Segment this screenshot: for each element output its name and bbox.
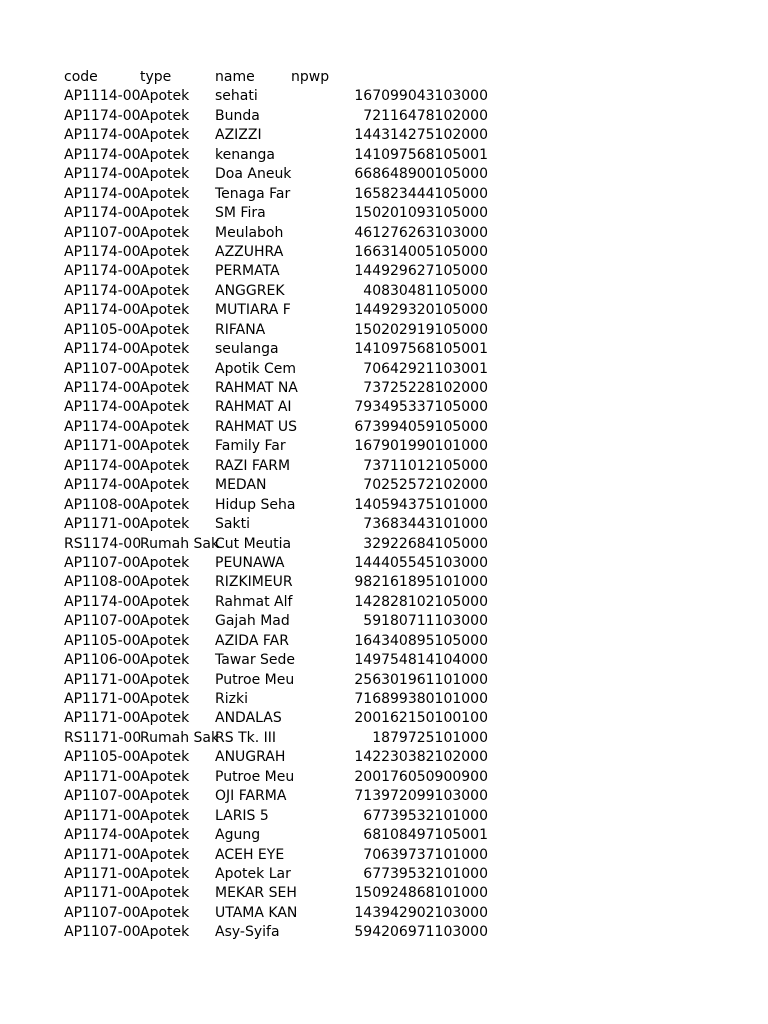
cell-code[interactable]: AP1108-00 — [64, 496, 141, 513]
cell-code[interactable]: AP1174-00 — [64, 166, 141, 183]
cell-name[interactable]: RAHMAT US — [215, 418, 297, 435]
cell-npwp[interactable]: 144314275102000 — [354, 127, 488, 144]
cell-code[interactable]: AP1174-00 — [64, 243, 141, 260]
header-name[interactable]: name — [215, 69, 255, 85]
cell-type[interactable]: Apotek — [140, 457, 190, 474]
cell-name[interactable]: PERMATA — [215, 263, 280, 280]
cell-name[interactable]: AZIDA FAR — [215, 632, 289, 649]
cell-code[interactable]: AP1174-00 — [64, 827, 141, 844]
cell-code[interactable]: AP1174-00 — [64, 127, 141, 144]
table-row — [64, 418, 504, 437]
cell-name[interactable]: Family Far — [215, 438, 286, 455]
cell-code[interactable]: AP1106-00 — [64, 652, 141, 669]
cell-npwp[interactable]: 793495337105000 — [354, 399, 488, 416]
cell-code[interactable]: AP1174-00 — [64, 146, 141, 163]
table-row — [64, 632, 504, 651]
cell-name[interactable]: Putroe Meu — [215, 671, 295, 688]
table-row — [64, 709, 504, 728]
cell-type[interactable]: Apotek — [140, 613, 190, 630]
cell-name[interactable]: ANDALAS — [215, 710, 282, 727]
cell-npwp[interactable]: 72116478102000 — [363, 107, 488, 124]
cell-name[interactable]: Tenaga Far — [215, 185, 291, 202]
cell-name[interactable]: Apotik Cem — [215, 360, 296, 377]
cell-npwp[interactable]: 594206971103000 — [354, 924, 488, 941]
table-row — [64, 865, 504, 884]
cell-code[interactable]: AP1174-00 — [64, 185, 141, 202]
cell-code[interactable]: AP1107-00 — [64, 360, 141, 377]
table-row — [64, 476, 504, 495]
cell-npwp[interactable]: 150202919105000 — [354, 321, 488, 338]
cell-npwp[interactable]: 673994059105000 — [354, 418, 488, 435]
cell-npwp[interactable]: 70639737101000 — [363, 846, 488, 863]
cell-code[interactable]: RS1174-00 — [64, 535, 142, 552]
cell-name[interactable]: ANGGREK — [215, 282, 285, 299]
cell-type[interactable]: Apotek — [140, 865, 190, 882]
table-row — [64, 846, 504, 865]
header-row — [64, 68, 504, 87]
table-row — [64, 748, 504, 767]
cell-npwp[interactable]: 70642921103001 — [363, 360, 488, 377]
table-row — [64, 165, 504, 184]
cell-type[interactable]: Apotek — [140, 593, 190, 610]
cell-type[interactable]: Apotek — [140, 807, 190, 824]
table-row — [64, 535, 504, 554]
cell-type[interactable]: Apotek — [140, 107, 190, 124]
cell-npwp[interactable]: 166314005105000 — [354, 243, 488, 260]
cell-npwp[interactable]: 982161895101000 — [354, 574, 488, 591]
cell-npwp[interactable]: 1879725101000 — [372, 729, 488, 746]
cell-code[interactable]: AP1174-00 — [64, 477, 141, 494]
table-row — [64, 282, 504, 301]
cell-code[interactable]: AP1174-00 — [64, 263, 141, 280]
cell-type[interactable]: Apotek — [140, 749, 190, 766]
cell-code[interactable]: AP1171-00 — [64, 865, 141, 882]
cell-npwp[interactable]: 167099043103000 — [354, 88, 488, 105]
table-row — [64, 457, 504, 476]
cell-name[interactable]: RAZI FARM — [215, 457, 291, 474]
cell-name[interactable]: OJI FARMA — [215, 788, 287, 805]
cell-code[interactable]: AP1171-00 — [64, 516, 141, 533]
cell-type[interactable]: Apotek — [140, 710, 190, 727]
cell-name[interactable]: ACEH EYE — [215, 846, 285, 863]
header-npwp[interactable]: npwp — [291, 69, 330, 85]
cell-code[interactable]: AP1174-00 — [64, 399, 141, 416]
table-row — [64, 729, 504, 748]
cell-name[interactable]: Agung — [215, 827, 261, 844]
cell-name[interactable]: Tawar Sede — [215, 652, 296, 669]
cell-type[interactable]: Apotek — [140, 885, 190, 902]
table-row — [64, 554, 504, 573]
cell-code[interactable]: AP1107-00 — [64, 904, 141, 921]
cell-name[interactable]: ANUGRAH — [215, 749, 286, 766]
cell-name[interactable]: Putroe Meu — [215, 768, 295, 785]
table-row — [64, 807, 504, 826]
cell-name[interactable]: Hidup Seha — [215, 496, 296, 513]
cell-name[interactable]: Rahmat Alf — [215, 593, 293, 610]
table-row — [64, 262, 504, 281]
cell-npwp[interactable]: 164340895105000 — [354, 632, 488, 649]
cell-name[interactable]: LARIS 5 — [215, 807, 269, 824]
cell-npwp[interactable]: 70252572102000 — [363, 477, 488, 494]
cell-name[interactable]: SM Fira — [215, 205, 266, 222]
cell-name[interactable]: Gajah Mad — [215, 613, 290, 630]
cell-npwp[interactable]: 73711012105000 — [363, 457, 488, 474]
cell-name[interactable]: RIFANA — [215, 321, 266, 338]
cell-type[interactable]: Apotek — [140, 360, 190, 377]
cell-code[interactable]: AP1174-00 — [64, 380, 141, 396]
cell-type[interactable]: Apotek — [140, 496, 190, 513]
cell-name[interactable]: UTAMA KAN — [215, 904, 298, 921]
cell-code[interactable]: RS1171-00 — [64, 729, 142, 746]
cell-code[interactable]: AP1174-00 — [64, 302, 141, 319]
cell-npwp[interactable]: 167901990101000 — [354, 438, 488, 455]
cell-type[interactable]: Apotek — [140, 321, 190, 338]
header-code[interactable]: code — [64, 69, 98, 85]
cell-name[interactable]: MEKAR SEH — [215, 885, 297, 902]
table-row — [64, 398, 504, 417]
cell-type[interactable]: Apotek — [140, 827, 190, 844]
cell-code[interactable]: AP1171-00 — [64, 846, 141, 863]
cell-type[interactable]: Apotek — [140, 166, 190, 183]
cell-name[interactable]: PEUNAWA — [215, 554, 285, 571]
cell-name[interactable]: RAHMAT NA — [215, 380, 298, 396]
cell-npwp[interactable]: 256301961101000 — [354, 671, 488, 688]
cell-code[interactable]: AP1171-00 — [64, 691, 141, 707]
cell-name[interactable]: Apotek Lar — [215, 865, 291, 882]
table-row — [64, 224, 504, 243]
cell-code[interactable]: AP1105-00 — [64, 321, 141, 338]
cell-type[interactable]: Apotek — [140, 652, 190, 669]
cell-type[interactable]: Apotek — [140, 263, 190, 280]
table-row — [64, 340, 504, 359]
cell-npwp[interactable]: 142230382102000 — [354, 749, 488, 766]
table-row — [64, 787, 504, 806]
cell-type[interactable]: Apotek — [140, 691, 190, 707]
cell-type[interactable]: Apotek — [140, 924, 190, 941]
cell-name[interactable]: RAHMAT AI — [215, 399, 292, 416]
cell-type[interactable]: Apotek — [140, 380, 190, 396]
cell-npwp[interactable]: 141097568105001 — [354, 341, 488, 358]
cell-code[interactable]: AP1174-00 — [64, 457, 141, 474]
table-row — [64, 768, 504, 787]
cell-name[interactable]: Sakti — [215, 516, 250, 533]
cell-name[interactable]: kenanga — [215, 146, 276, 163]
cell-npwp[interactable]: 32922684105000 — [363, 535, 488, 552]
cell-type[interactable]: Apotek — [140, 554, 190, 571]
cell-code[interactable]: AP1105-00 — [64, 632, 141, 649]
table-row — [64, 671, 504, 690]
cell-code[interactable]: AP1174-00 — [64, 341, 141, 358]
cell-npwp[interactable]: 141097568105001 — [354, 146, 488, 163]
table-row — [64, 690, 504, 709]
cell-type[interactable]: Apotek — [140, 516, 190, 533]
table-row — [64, 826, 504, 845]
cell-npwp[interactable]: 150201093105000 — [354, 205, 488, 222]
cell-npwp[interactable]: 67739532101000 — [363, 807, 488, 824]
table-row — [64, 204, 504, 223]
cell-code[interactable]: AP1114-00 — [64, 88, 141, 105]
cell-npwp[interactable]: 144929627105000 — [354, 263, 488, 280]
cell-npwp[interactable]: 144929320105000 — [354, 302, 488, 319]
table-row — [64, 379, 504, 398]
cell-code[interactable]: AP1171-00 — [64, 438, 141, 455]
cell-type[interactable]: Rumah Sak — [140, 535, 220, 552]
cell-name[interactable]: AZIZZI — [215, 127, 262, 144]
cell-npwp[interactable]: 200176050900900 — [354, 768, 488, 785]
cell-code[interactable]: AP1174-00 — [64, 418, 141, 435]
cell-name[interactable]: Cut Meutia — [215, 535, 292, 552]
table-row — [64, 107, 504, 126]
cell-npwp[interactable]: 668648900105000 — [354, 166, 488, 183]
cell-type[interactable]: Apotek — [140, 243, 190, 260]
cell-npwp[interactable]: 40830481105000 — [363, 282, 488, 299]
cell-type[interactable]: Apotek — [140, 88, 190, 105]
cell-code[interactable]: AP1171-00 — [64, 885, 141, 902]
cell-type[interactable]: Apotek — [140, 904, 190, 921]
table-row — [64, 185, 504, 204]
table-row — [64, 301, 504, 320]
cell-code[interactable]: AP1174-00 — [64, 282, 141, 299]
cell-code[interactable]: AP1107-00 — [64, 788, 141, 805]
table-row — [64, 573, 504, 592]
cell-type[interactable]: Apotek — [140, 768, 190, 785]
cell-name[interactable]: RS Tk. III — [215, 729, 277, 746]
cell-npwp[interactable]: 144405545103000 — [354, 554, 488, 571]
cell-type[interactable]: Apotek — [140, 632, 190, 649]
cell-name[interactable]: seulanga — [215, 341, 279, 358]
table-row — [64, 515, 504, 534]
cell-name[interactable]: Doa Aneuk — [215, 166, 292, 183]
cell-name[interactable]: MEDAN — [215, 477, 267, 494]
cell-name[interactable]: RIZKIMEUR — [215, 574, 293, 591]
cell-code[interactable]: AP1171-00 — [64, 710, 141, 727]
table-row — [64, 496, 504, 515]
cell-type[interactable]: Apotek — [140, 418, 190, 435]
table-row — [64, 126, 504, 145]
table-row — [64, 360, 504, 379]
cell-npwp[interactable]: 200162150100100 — [354, 710, 488, 727]
cell-type[interactable]: Apotek — [140, 205, 190, 222]
cell-code[interactable]: AP1108-00 — [64, 574, 141, 591]
cell-name[interactable]: MUTIARA F — [215, 302, 291, 319]
cell-npwp[interactable]: 142828102105000 — [354, 593, 488, 610]
cell-type[interactable]: Apotek — [140, 788, 190, 805]
table-row — [64, 651, 504, 670]
cell-type[interactable]: Apotek — [140, 224, 190, 241]
cell-npwp[interactable]: 59180711103000 — [363, 613, 488, 630]
cell-npwp[interactable]: 716899380101000 — [354, 691, 488, 707]
cell-npwp[interactable]: 165823444105000 — [354, 185, 488, 202]
cell-type[interactable]: Apotek — [140, 574, 190, 591]
cell-type[interactable]: Apotek — [140, 399, 190, 416]
table-row — [64, 321, 504, 340]
cell-name[interactable]: Asy-Syifa — [215, 924, 280, 941]
spreadsheet-table — [64, 68, 504, 943]
table-row — [64, 243, 504, 262]
cell-type[interactable]: Apotek — [140, 282, 190, 299]
cell-type[interactable]: Apotek — [140, 341, 190, 358]
cell-code[interactable]: AP1174-00 — [64, 593, 141, 610]
cell-name[interactable]: Rizki — [215, 691, 248, 707]
cell-code[interactable]: AP1174-00 — [64, 205, 141, 222]
cell-code[interactable]: AP1107-00 — [64, 224, 141, 241]
cell-type[interactable]: Apotek — [140, 477, 190, 494]
cell-code[interactable]: AP1107-00 — [64, 924, 141, 941]
table-row — [64, 923, 504, 942]
cell-type[interactable]: Apotek — [140, 185, 190, 202]
cell-npwp[interactable]: 140594375101000 — [354, 496, 488, 513]
cell-code[interactable]: AP1107-00 — [64, 613, 141, 630]
cell-npwp[interactable]: 150924868101000 — [354, 885, 488, 902]
header-type[interactable]: type — [140, 69, 172, 85]
cell-name[interactable]: Bunda — [215, 107, 260, 124]
cell-type[interactable]: Apotek — [140, 146, 190, 163]
cell-name[interactable]: Meulaboh — [215, 224, 284, 241]
cell-npwp[interactable]: 67739532101000 — [363, 865, 488, 882]
table-row — [64, 437, 504, 456]
cell-npwp[interactable]: 149754814104000 — [354, 652, 488, 669]
cell-code[interactable]: AP1171-00 — [64, 807, 141, 824]
cell-npwp[interactable]: 143942902103000 — [354, 904, 488, 921]
cell-code[interactable]: AP1174-00 — [64, 107, 141, 124]
table-row — [64, 884, 504, 903]
cell-name[interactable]: sehati — [215, 88, 258, 105]
table-row — [64, 612, 504, 631]
table-body — [64, 87, 504, 942]
cell-code[interactable]: AP1171-00 — [64, 671, 141, 688]
cell-npwp[interactable]: 713972099103000 — [354, 788, 488, 805]
cell-name[interactable]: AZZUHRA — [215, 243, 284, 260]
cell-code[interactable]: AP1105-00 — [64, 749, 141, 766]
cell-code[interactable]: AP1171-00 — [64, 768, 141, 785]
table-row — [64, 87, 504, 106]
cell-npwp[interactable]: 73725228102000 — [363, 380, 488, 396]
cell-type[interactable]: Apotek — [140, 438, 190, 455]
cell-type[interactable]: Apotek — [140, 127, 190, 144]
table-row — [64, 904, 504, 923]
cell-npwp[interactable]: 68108497105001 — [363, 827, 488, 844]
cell-type[interactable]: Apotek — [140, 671, 190, 688]
table-row — [64, 593, 504, 612]
cell-type[interactable]: Apotek — [140, 302, 190, 319]
table-row — [64, 146, 504, 165]
cell-type[interactable]: Rumah Sak — [140, 729, 220, 746]
cell-npwp[interactable]: 461276263103000 — [354, 224, 488, 241]
cell-code[interactable]: AP1107-00 — [64, 554, 141, 571]
cell-npwp[interactable]: 73683443101000 — [363, 516, 488, 533]
cell-type[interactable]: Apotek — [140, 846, 190, 863]
